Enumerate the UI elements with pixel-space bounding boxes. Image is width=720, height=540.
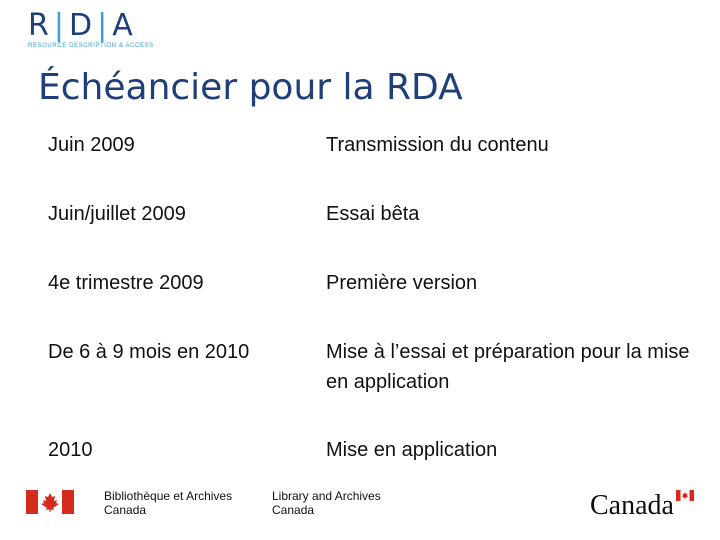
canada-flag-icon — [26, 490, 74, 514]
timeline-date: Juin/juillet 2009 — [48, 203, 186, 225]
timeline-event: Mise en application — [326, 439, 498, 461]
timeline-date: De 6 à 9 mois en 2010 — [48, 341, 250, 363]
rda-logo-tagline: RESOURCE DESCRIPTION & ACCESS — [28, 43, 154, 49]
institution-en-line2: Canada — [272, 503, 315, 517]
timeline-date: 2010 — [48, 439, 93, 461]
logo-letter-r: R — [28, 8, 51, 43]
logo-separator: | — [97, 8, 110, 43]
timeline-event: Essai bêta — [326, 203, 420, 225]
wordmark-flag-icon — [676, 490, 694, 501]
canada-wordmark: Canada — [590, 490, 674, 521]
institution-name-fr — [104, 489, 232, 517]
logo-letter-a: A — [112, 8, 135, 43]
logo-separator: | — [53, 8, 66, 43]
institution-en-line1: Library and Archives — [272, 489, 381, 503]
institution-fr-line1: Bibliothèque et Archives — [104, 489, 233, 503]
timeline-event: Transmission du contenu — [326, 134, 549, 156]
timeline-date: Juin 2009 — [48, 134, 135, 156]
rda-logo — [28, 10, 188, 58]
logo-letter-d: D — [68, 8, 95, 43]
timeline-event: Première version — [326, 272, 478, 294]
footer-fip-signature — [0, 478, 720, 540]
timeline-event: Mise à l’essai et préparation pour la mise en application — [326, 341, 690, 393]
slide-title: Échéancier pour la RDA — [38, 67, 463, 108]
rda-logo-letters — [28, 10, 188, 42]
institution-name-en — [272, 489, 381, 517]
timeline-date: 4e trimestre 2009 — [48, 272, 204, 294]
institution-fr-line2: Canada — [104, 503, 147, 517]
